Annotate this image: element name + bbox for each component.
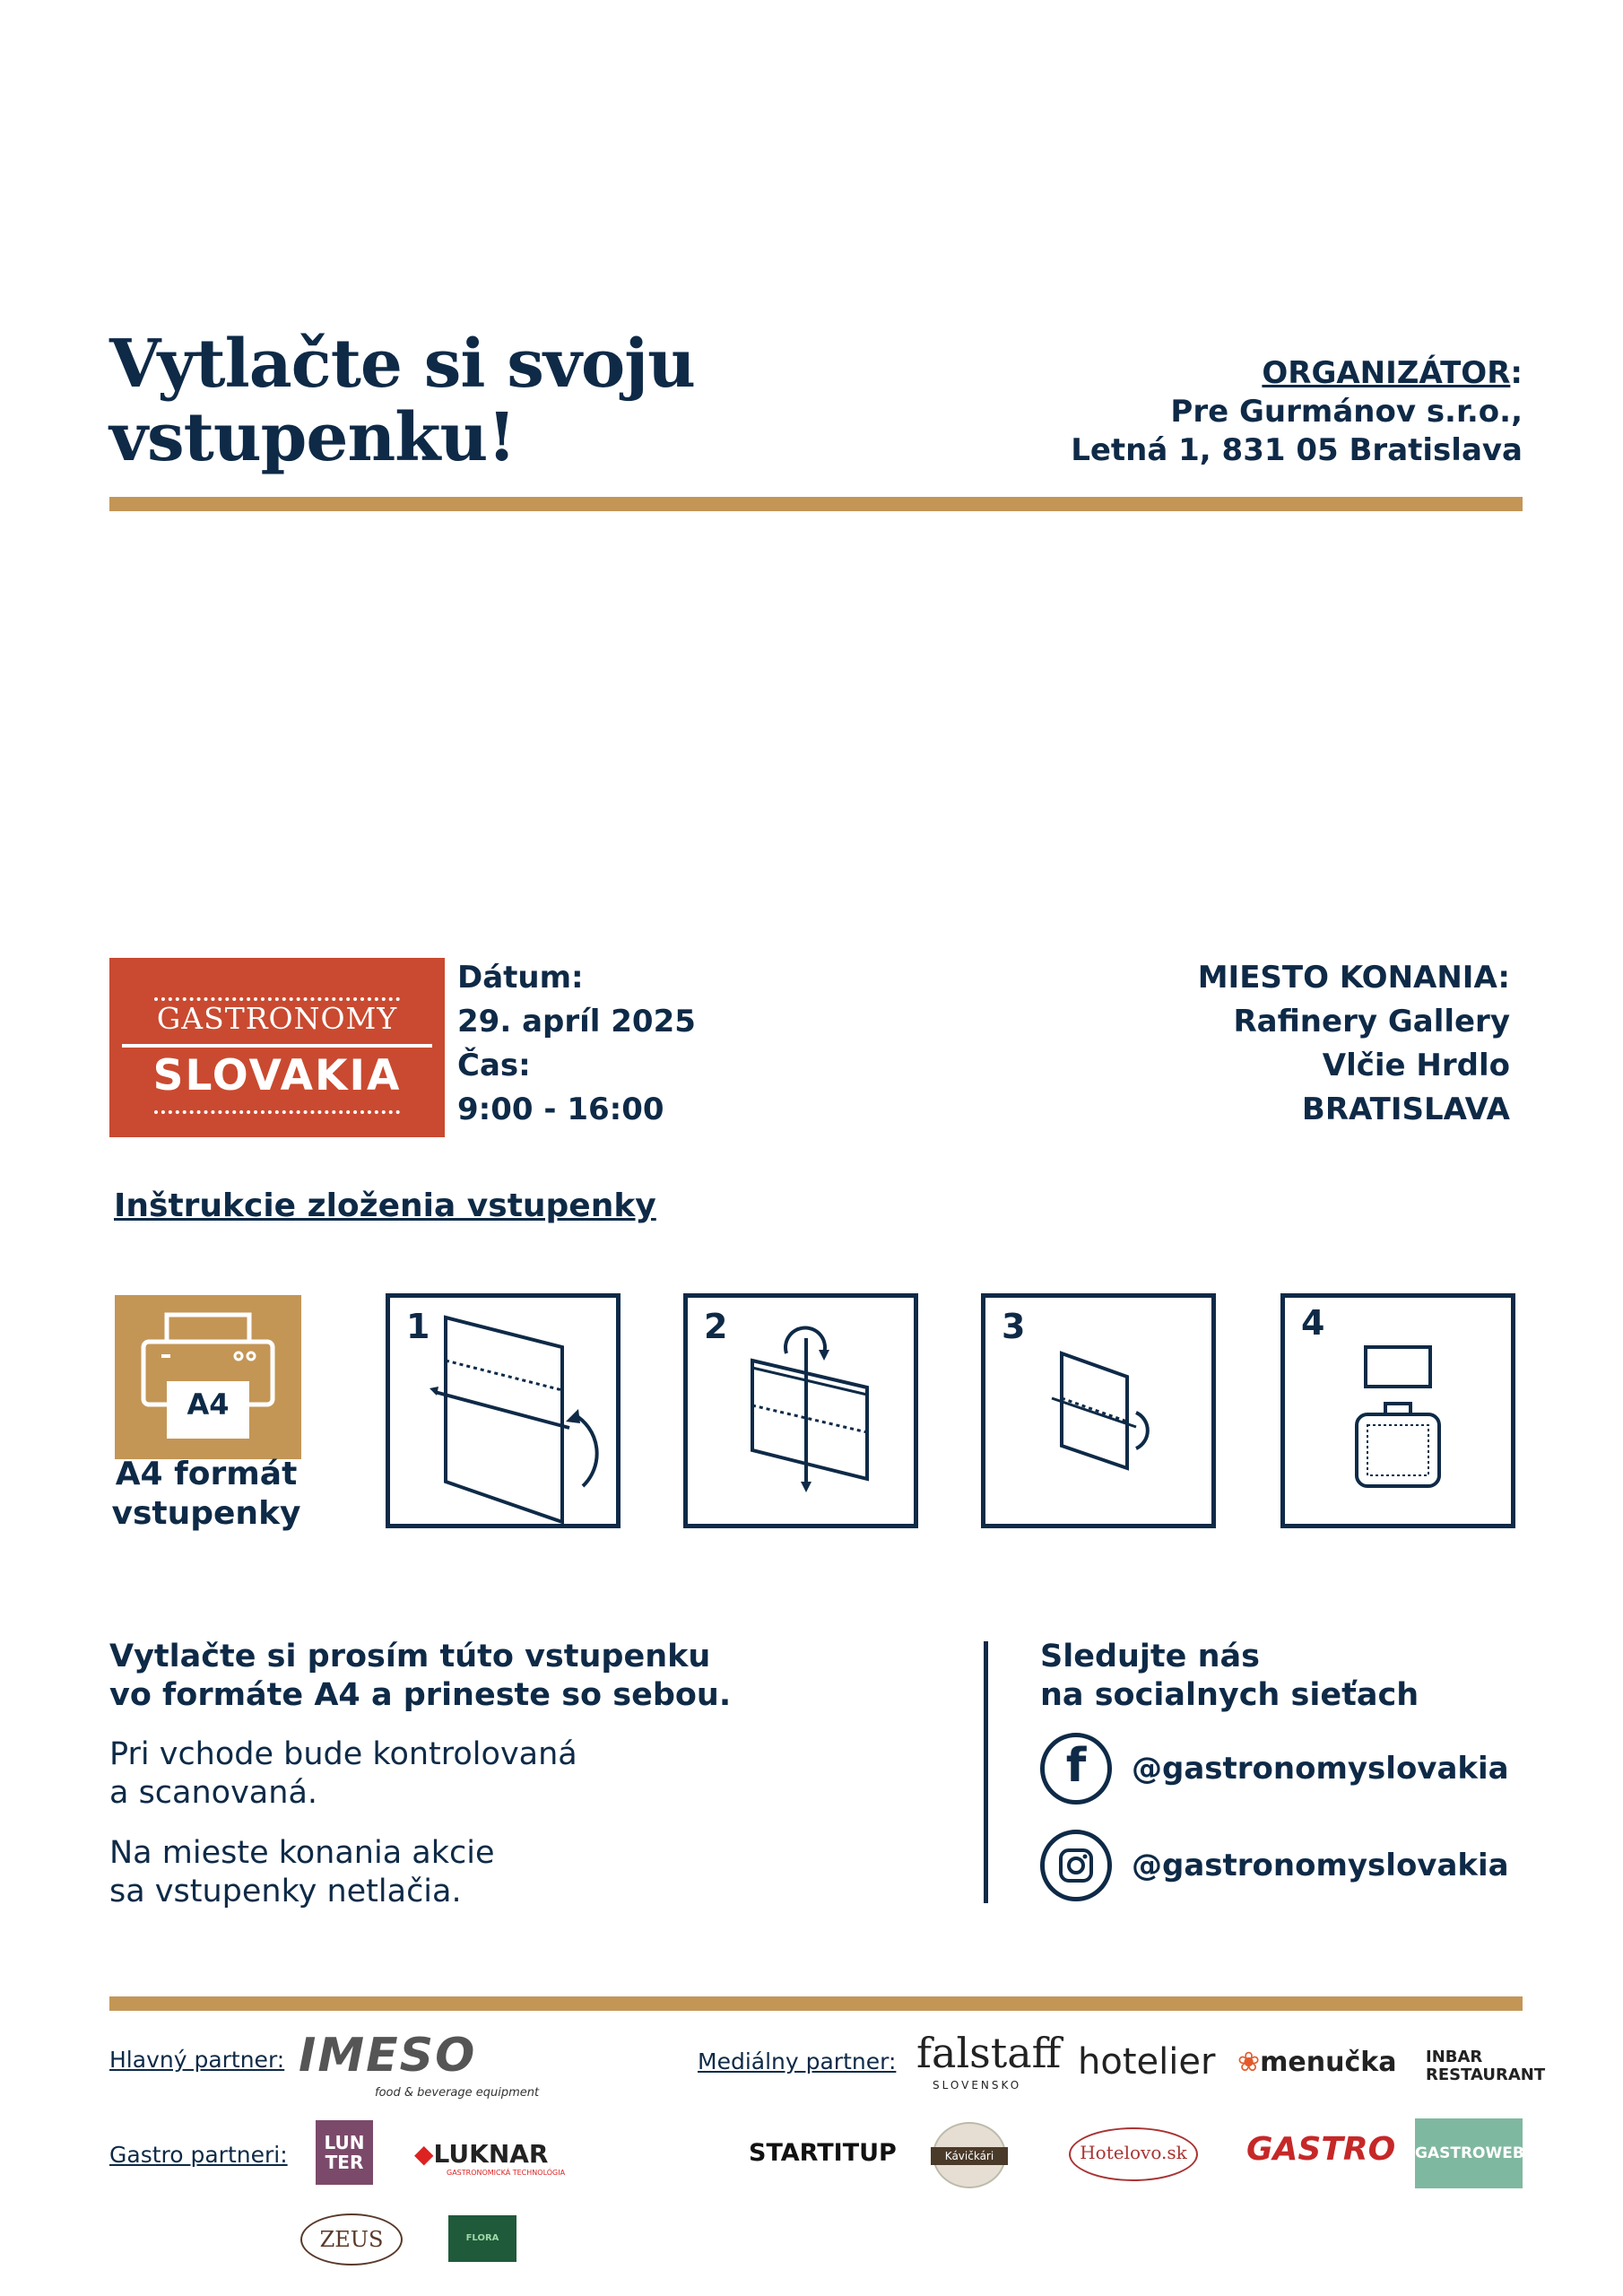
- luknar-icon: ◆: [414, 2139, 434, 2169]
- venue-street: Vlčie Hrdlo: [1322, 1048, 1510, 1083]
- luknar-sub: GASTRONOMICKÁ TECHNOLÓGIA: [447, 2169, 566, 2177]
- menucka-logo: [1237, 2047, 1396, 2078]
- social-heading-line-2: na socialnych sieťach: [1040, 1677, 1419, 1713]
- social-heading: [1040, 1638, 1419, 1715]
- notice-bold-line-2: vo formáte A4 a prineste so sebou.: [109, 1677, 732, 1713]
- gastronomy-slovakia-logo: [109, 958, 445, 1137]
- organizer-name: Pre Gurmánov s.r.o.,: [1170, 394, 1523, 430]
- no-print-notice: [109, 1834, 495, 1911]
- check-notice: [109, 1735, 577, 1813]
- flora-logo: FLORA: [448, 2215, 516, 2262]
- startitup-logo: STARTITUP: [749, 2139, 897, 2167]
- notice-p2-line-1: Na mieste konania akcie: [109, 1835, 495, 1871]
- a4-format-label: [99, 1455, 314, 1534]
- gastroweb-logo: GASTROWEB: [1415, 2118, 1523, 2188]
- logo-cutlery-bar: [122, 1044, 432, 1048]
- facebook-icon[interactable]: f: [1040, 1733, 1112, 1805]
- page-title: [109, 327, 695, 474]
- step-number: 3: [1002, 1307, 1026, 1346]
- ticket-holder-icon: [1285, 1298, 1511, 1524]
- fold-half-icon: [688, 1298, 914, 1524]
- instagram-handle[interactable]: @gastronomyslovakia: [1132, 1848, 1509, 1883]
- facebook-handle[interactable]: @gastronomyslovakia: [1132, 1751, 1509, 1787]
- organizer-heading: ORGANIZÁTOR: [1262, 355, 1511, 391]
- fold-diagonal-icon: [390, 1298, 616, 1524]
- venue-name: Rafinery Gallery: [1233, 1004, 1510, 1039]
- gastro-logo: GASTRO: [1246, 2131, 1396, 2168]
- step-number: 4: [1301, 1303, 1325, 1343]
- kavickari-badge: [933, 2122, 1006, 2188]
- gastro-partners-label: Gastro partneri:: [109, 2142, 288, 2168]
- fold-step-2: [683, 1293, 918, 1528]
- organizer-block: [1071, 354, 1523, 470]
- event-details: [457, 956, 696, 1132]
- kavickari-label: Kávičkári: [931, 2147, 1008, 2165]
- vertical-divider: [984, 1641, 988, 1903]
- fold-step-1: [386, 1293, 621, 1528]
- logo-dots-bottom: [154, 1110, 400, 1114]
- top-divider: [109, 497, 1523, 511]
- title-line-2: vstupenku!: [109, 399, 516, 476]
- inbar-logo: INBAR RESTAURANT: [1426, 2048, 1546, 2084]
- time-label: Čas:: [457, 1048, 531, 1083]
- venue-block: [1198, 956, 1510, 1132]
- date-value: 29. apríl 2025: [457, 1004, 696, 1039]
- print-notice: [109, 1638, 731, 1715]
- organizer-colon: :: [1510, 355, 1523, 391]
- a4-format-line-1: A4 formát: [115, 1456, 298, 1492]
- notice-bold-line-1: Vytlačte si prosím túto vstupenku: [109, 1639, 711, 1674]
- falstaff-logo: falstaff: [916, 2029, 1062, 2077]
- printer-icon: [115, 1295, 301, 1459]
- organizer-address: Letná 1, 831 05 Bratislava: [1071, 432, 1523, 468]
- notice-p1-line-2: a scanovaná.: [109, 1775, 318, 1811]
- time-value: 9:00 - 16:00: [457, 1091, 664, 1127]
- lunter-logo: LUN TER: [316, 2120, 373, 2185]
- step-number: 1: [406, 1307, 430, 1346]
- menucka-icon: ❀: [1237, 2047, 1261, 2078]
- menucka-label: menučka: [1260, 2047, 1397, 2078]
- venue-label: MIESTO KONANIA:: [1197, 960, 1510, 996]
- instructions-heading: Inštrukcie zloženia vstupenky: [114, 1187, 656, 1224]
- logo-line-2: SLOVAKIA: [152, 1051, 402, 1100]
- social-heading-line-1: Sledujte nás: [1040, 1639, 1260, 1674]
- falstaff-sub: SLOVENSKO: [933, 2079, 1022, 2092]
- logo-line-1: GASTRONOMY: [156, 1001, 398, 1036]
- bottom-divider: [109, 1996, 1523, 2011]
- step-number: 2: [704, 1307, 728, 1346]
- imeso-tagline: food & beverage equipment: [375, 2086, 540, 2100]
- luknar-logo: [414, 2139, 549, 2169]
- a4-format-line-2: vstupenky: [111, 1495, 301, 1532]
- notice-p1-line-1: Pri vchode bude kontrolovaná: [109, 1736, 577, 1772]
- instagram-icon[interactable]: [1040, 1830, 1112, 1901]
- zeus-logo: ZEUS: [300, 2213, 403, 2266]
- luknar-label: LUKNAR: [433, 2139, 549, 2169]
- title-line-1: Vytlačte si svoju: [109, 326, 695, 403]
- hotelier-logo: hotelier: [1078, 2041, 1216, 2083]
- main-partner-label: Hlavný partner:: [109, 2047, 285, 2073]
- notice-p2-line-2: sa vstupenky netlačia.: [109, 1874, 462, 1909]
- fold-step-3: [981, 1293, 1216, 1528]
- date-label: Dátum:: [457, 960, 584, 996]
- printer-paper-label: A4: [187, 1387, 230, 1422]
- fold-step-4: [1280, 1293, 1515, 1528]
- printer-tile: [115, 1295, 301, 1459]
- imeso-logo: IMESO: [299, 2029, 477, 2083]
- venue-city: BRATISLAVA: [1301, 1091, 1510, 1127]
- fold-quarter-icon: [985, 1298, 1211, 1524]
- media-partner-label: Mediálny partner:: [698, 2048, 897, 2074]
- hotelovo-logo: Hotelovo.sk: [1069, 2127, 1198, 2181]
